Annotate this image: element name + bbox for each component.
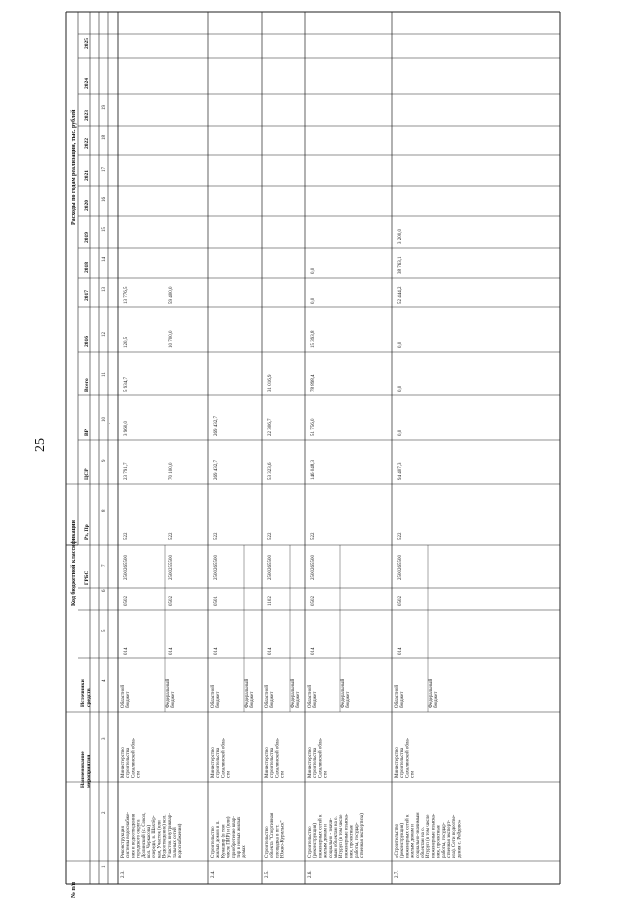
row-name: Строительство: [211, 826, 216, 858]
csr-value: 2500265500: [214, 555, 219, 580]
row-name: Участок внутриквар-: [167, 813, 173, 858]
row-source: бюджет: [171, 691, 177, 708]
row-executor: Сахалинской обла-: [275, 737, 281, 778]
row-name: ния, проектные: [349, 825, 355, 858]
row-name: инженерные изыска-: [344, 813, 350, 858]
row-executor: Сахалинской обла-: [221, 737, 227, 778]
grbs-header: ГРБС: [84, 570, 90, 585]
row-executor: Сахалинской обла-: [131, 737, 137, 778]
row-name: очереди, в. Шахтёр-: [152, 815, 158, 858]
row-name: ственная эксперт-: [447, 820, 452, 858]
row-source: Областной: [211, 684, 216, 708]
year-value: 0,0: [398, 385, 403, 392]
year-value: 0,0: [311, 297, 316, 304]
year-value: 51 756,0: [311, 418, 316, 436]
vr-value: 522: [169, 532, 174, 540]
year-value: 3 960,0: [124, 421, 129, 436]
row-source: бюджет: [216, 691, 222, 708]
row-executor: сти: [136, 770, 142, 778]
name-header: Наименование: [80, 751, 86, 788]
row-source: бюджет: [434, 691, 440, 708]
rzpr-header: Рз, Пр: [84, 524, 90, 540]
table-cells: [70, 38, 462, 898]
column-number: 15: [102, 227, 107, 232]
row-name: работы, государ-: [441, 822, 447, 858]
num-header: № п/п: [71, 881, 77, 898]
row-number: 2.3.: [121, 870, 126, 878]
row-name: мым объектам на о.: [334, 816, 339, 858]
row-name: системы водоснабже-: [126, 812, 132, 858]
csr-value: 2500255500: [169, 555, 174, 580]
row-name: дения с. Рейдово»: [457, 819, 463, 858]
year-value: 15 393,8: [311, 330, 316, 348]
column-number: 8: [102, 509, 107, 512]
year-header: 2025: [84, 38, 90, 49]
row-executor: строительства: [313, 747, 319, 778]
column-number: 14: [102, 257, 107, 262]
row-number: 2.6.: [308, 870, 313, 878]
year-header: 2024: [84, 78, 90, 89]
row-source: бюджет: [250, 691, 256, 708]
row-name: Строительство: [265, 826, 270, 858]
row-source: бюджет: [270, 691, 276, 708]
csr-value: 2500265500: [398, 555, 403, 580]
vr-header: ВР: [84, 428, 90, 436]
row-source: Федеральный: [341, 678, 346, 708]
column-number: 3: [102, 737, 107, 740]
row-name: (реконструкция): [313, 823, 319, 858]
row-source: Областной: [308, 684, 313, 708]
row-name: числе ПИР) и (или): [226, 816, 232, 858]
rzpr-value: 0501: [214, 596, 219, 606]
row-executor: строительства: [400, 747, 406, 778]
row-name: ния и водоотведения: [131, 813, 137, 858]
row-source: бюджет: [296, 691, 302, 708]
csr-value: 2500265500: [268, 555, 273, 580]
year-value: 3 200,0: [398, 229, 403, 244]
row-name: жилым домам и: [323, 824, 329, 858]
row-name: кол. Черкасова): [147, 824, 152, 858]
csr-header: ЦСР: [84, 468, 90, 480]
year-value: 22 306,7: [268, 418, 273, 436]
total-value: 269 432,7: [214, 460, 219, 480]
row-name: водоснабжения): [178, 823, 184, 858]
year-value: 38 763,1: [398, 256, 403, 274]
column-number: 11: [102, 372, 107, 377]
year-header: 2020: [84, 200, 90, 211]
row-name: объекта "Спортивная: [270, 812, 276, 858]
column-number: 16: [102, 197, 107, 202]
row-name: площадка в пгт.: [275, 824, 281, 858]
row-executor: строительства: [216, 747, 222, 778]
grbs-value: 014: [268, 647, 273, 655]
year-value: 269 432,7: [214, 416, 219, 436]
total-value: 94 407,3: [398, 462, 403, 480]
column-number: 5: [102, 629, 107, 632]
total-value: 70 100,0: [169, 462, 174, 480]
row-source: бюджет: [400, 691, 406, 708]
row-number: 2.4.: [211, 870, 216, 878]
year-value: 10 700,0: [169, 330, 174, 348]
row-name: Южно-Курильск": [280, 820, 286, 858]
vr-value: 522: [398, 532, 403, 540]
rzpr-value: 0502: [169, 596, 174, 606]
column-number: 10: [102, 417, 107, 422]
year-header: 2019: [84, 232, 90, 243]
row-name: «Строительство: [395, 823, 400, 858]
source-header: средств: [86, 688, 92, 707]
total-value: 146 048,3: [311, 460, 316, 480]
row-name: работы, государ-: [354, 822, 360, 858]
vr-value: 522: [124, 532, 129, 540]
row-executor: Министерство: [308, 747, 313, 778]
row-name: иза). Сети водоотве-: [452, 814, 458, 858]
total-header: Всего: [84, 378, 90, 392]
row-executor: строительства: [126, 747, 132, 778]
csr-value: 2500265500: [124, 555, 129, 580]
row-name: жилым домам и: [410, 824, 416, 858]
rzpr-value: 0502: [311, 596, 316, 606]
row-name: ния, проектные: [436, 825, 442, 858]
column-number: 13: [102, 287, 107, 292]
row-executor: Министерство: [265, 747, 270, 778]
row-name: жилых домов в п.: [216, 820, 222, 858]
year-value: 0,0: [398, 341, 403, 348]
row-source: Федеральный: [166, 678, 171, 708]
row-name: городского округа: [136, 819, 142, 858]
year-value: 59 400,0: [169, 286, 174, 304]
grbs-value: 014: [169, 647, 174, 655]
row-source: бюджет: [313, 691, 319, 708]
column-number: 17: [102, 167, 107, 172]
rzpr-value: 1102: [268, 596, 273, 606]
year-header: 2017: [84, 290, 90, 301]
row-source: Областной: [265, 684, 270, 708]
row-name: (реконструкция): [400, 823, 406, 858]
row-name: домах: [242, 845, 248, 858]
row-name: инженерных сетей к: [405, 814, 411, 858]
row-name: кая, Участок (или: [157, 820, 163, 858]
column-number: 2: [102, 811, 107, 814]
row-source: бюджет: [126, 691, 132, 708]
row-name: социально - значи-: [328, 818, 334, 858]
year-value: 0,0: [398, 429, 403, 436]
column-number: 12: [102, 332, 107, 337]
row-executor: Министерство: [121, 747, 126, 778]
row-source: Федеральный: [429, 678, 434, 708]
column-number: 19: [102, 105, 107, 110]
row-executor: Сахалинской обла-: [318, 737, 324, 778]
vr-value: 522: [268, 532, 273, 540]
row-name: Кунашир (в том: [221, 824, 227, 858]
row-name: тальных сетей: [173, 827, 178, 858]
row-source: Областной: [395, 684, 400, 708]
year-value: 120,5: [124, 336, 129, 348]
source-header: Источники: [80, 679, 86, 707]
row-name: инженерных сетей к: [318, 814, 324, 858]
name-header: мероприятия: [86, 754, 92, 788]
year-value: 13 776,5: [124, 286, 129, 304]
row-source: Федеральный: [245, 678, 250, 708]
column-number: 4: [102, 679, 107, 682]
row-source: Областной: [121, 684, 126, 708]
column-number: 6: [102, 589, 107, 592]
row-name: Итуруп (в том числе: [426, 814, 432, 858]
csr-value: 2500265500: [311, 555, 316, 580]
row-executor: Сахалинской обла-: [405, 737, 411, 778]
year-value: 0,0: [311, 267, 316, 274]
row-name: объектам на о.: [421, 827, 426, 858]
row-name: инженерные изыска-: [431, 813, 437, 858]
grbs-value: 014: [124, 647, 129, 655]
row-source: бюджет: [346, 691, 352, 708]
row-name: тир в новых жилых: [237, 816, 242, 858]
year-value: 78 898,4: [311, 374, 316, 392]
row-executor: Министерство: [211, 747, 216, 778]
year-value: 5 934,7: [124, 377, 129, 392]
year-value: 52 444,2: [398, 286, 403, 304]
column-number: 18: [102, 135, 107, 140]
row-executor: сти: [280, 770, 286, 778]
vr-value: 522: [311, 532, 316, 540]
row-executor: строительства: [270, 747, 276, 778]
stray-mark: .: [107, 422, 112, 424]
expenses-header: Расходы по годам реализации, тыс. рублей: [71, 109, 77, 225]
row-executor: Министерство: [395, 747, 400, 778]
total-value: 23 791,7: [124, 462, 129, 480]
grbs-value: 014: [311, 647, 316, 655]
total-value: 53 323,6: [268, 462, 273, 480]
year-header: 2018: [84, 262, 90, 273]
vr-value: 522: [214, 532, 219, 540]
row-executor: сти: [323, 770, 329, 778]
row-executor: сти: [226, 770, 232, 778]
row-name: Реконструкция: [121, 826, 126, 858]
row-name: Итуруп (в том числе: [339, 814, 345, 858]
rzpr-value: 0502: [398, 596, 403, 606]
row-name: социально-значимым: [415, 812, 421, 858]
row-name: ственная экспертиза): [360, 813, 365, 858]
row-executor: сти: [410, 770, 416, 778]
column-number: 1: [102, 865, 107, 868]
year-header: 2022: [84, 138, 90, 149]
column-number: 9: [102, 459, 107, 462]
row-name: Строительство: [308, 826, 313, 858]
rzpr-value: 0502: [124, 596, 129, 606]
grbs-value: 014: [214, 647, 219, 655]
row-name: приобретение квар-: [231, 816, 237, 858]
row-name: Водоотведение) кол.: [162, 814, 168, 858]
year-header: 2023: [84, 110, 90, 121]
page-number: 25: [33, 438, 48, 452]
row-number: 2.7.: [395, 870, 400, 878]
year-header: 2021: [84, 170, 90, 181]
column-number: 7: [102, 564, 107, 567]
row-source: Федеральный: [291, 678, 296, 708]
grbs-value: 014: [398, 647, 403, 655]
row-number: 2.5.: [265, 870, 270, 878]
budget-codes-header: Код бюджетной классификации: [71, 520, 77, 606]
year-value: 31 016,9: [268, 374, 273, 392]
row-name: Долинский (с. Сокол,: [141, 812, 147, 858]
year-header: 2016: [84, 336, 90, 347]
